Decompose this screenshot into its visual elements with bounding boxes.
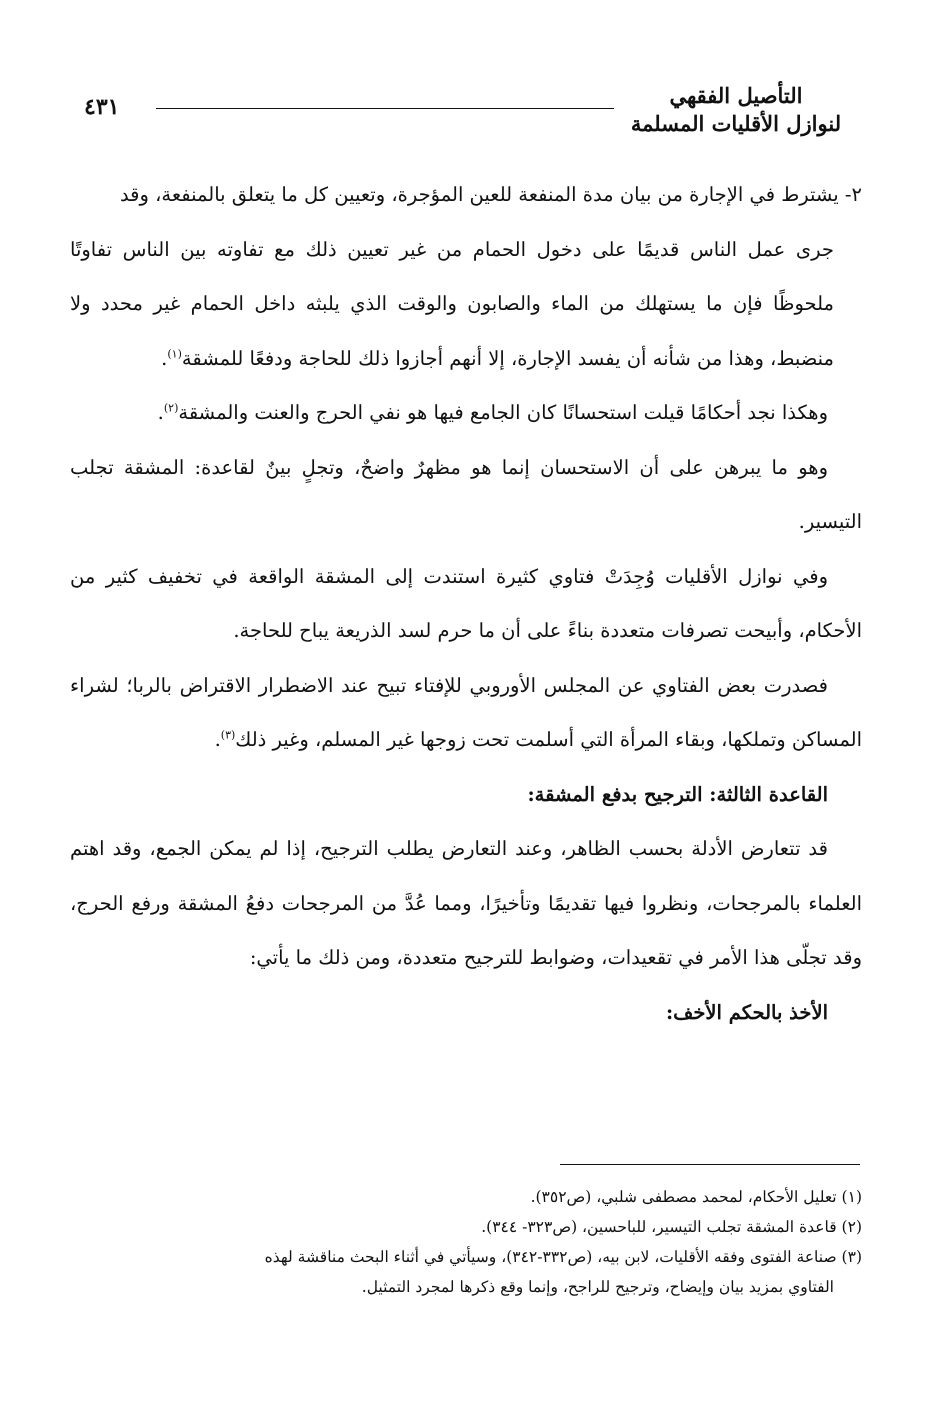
paragraph-evidence: وهو ما يبرهن على أن الاستحسان إنما هو مظهرٌ واضحٌ، وتجلٍ بينٌ لقاعدة: المشقة تجلب التيسير. xyxy=(70,455,862,533)
footnote-3: (٣) صناعة الفتوى وفقه الأقليات، لابن بيه، (ص٣٣٢-٣٤٢)، وسيأتي في أثناء البحث مناقشة لهذه xyxy=(264,1248,862,1266)
header-title-line1: التأصيل الفقهي xyxy=(669,83,803,108)
paragraph-tarjih: قد تتعارض الأدلة بحسب الظاهر، وعند التعارض يطلب الترجيح، إذا لم يمكن الجمع، وقد اهتم العلماء بالمرجحات، ونظروا فيها تقديمًا وتأخيرًا، ومما عُدَّ من المرجحات دفعُ المشقة ورفع الحرج، وقد تجلّى هذا الأمر في تقعيدات، وضوابط للترجيح متعددة، ومن ذلك ما يأتي: xyxy=(70,837,862,969)
paragraph-istihsan: وهكذا نجد أحكامًا قيلت استحسانًا كان الجامع فيها هو نفي الحرج والعنت والمشقة$^{(٢)}$. xyxy=(157,401,828,424)
footnote-3-cont: الفتاوي بمزيد بيان وإيضاح، وترجيح للراجح، وإنما وقع ذكرها لمجرد التمثيل. xyxy=(361,1278,834,1296)
main-text xyxy=(70,168,862,1040)
paragraph-text: جرى عمل الناس قديمًا على دخول الحمام من غير تعيين ذلك مع تفاوته بين الناس تفاوتًا ملحوظًا فإن ما يستهلك من الماء والصابون والوقت الذي يلبثه داخل الحمام غير محدد ولا منضبط، وهذا من شأنه أن يفسد الإجارة، إلا أنهم أجازوا ذلك للحاجة ودفعًا للمشقة xyxy=(70,237,834,370)
header-rule xyxy=(156,108,614,109)
section-heading-lighter-ruling: الأخذ بالحكم الأخف: xyxy=(665,1000,828,1024)
running-header xyxy=(606,82,866,138)
paragraph-fatwas: فصدرت بعض الفتاوي عن المجلس الأوروبي للإفتاء تبيح عند الاضطرار الاقتراض بالربا؛ لشراء المساكن وتملكها، وبقاء المرأة التي أسلمت تحت زوجها غير المسلم، وغير ذلك$^{(٣)}$. xyxy=(70,673,862,751)
footnote-ref-1: (١) xyxy=(167,347,182,360)
paragraph-text: وهكذا نجد أحكامًا قيلت استحسانًا كان الجامع فيها هو نفي الحرج والعنت والمشقة xyxy=(178,401,828,424)
header-title-line2: لنوازل الأقليات المسلمة xyxy=(630,111,842,136)
footnote-ref-3: (٣) xyxy=(220,728,236,742)
paragraph-item-2-start: ٢- يشترط في الإجارة من بيان مدة المنفعة للعين المؤجرة، وتعيين كل ما يتعلق بالمنفعة، وقد xyxy=(119,183,862,206)
footnote-rule xyxy=(560,1164,860,1165)
paragraph-text: فصدرت بعض الفتاوي عن المجلس الأوروبي للإفتاء تبيح عند الاضطرار الاقتراض بالربا؛ لشراء المساكن وتملكها، وبقاء المرأة التي أسلمت تحت زوجها غير المسلم، وغير ذلك xyxy=(70,673,862,751)
footnote-ref-2: (٢) xyxy=(163,401,179,415)
page-number: ٤٣١ xyxy=(84,94,120,120)
paragraph-item-2-cont: جرى عمل الناس قديمًا على دخول الحمام من غير تعيين ذلك مع تفاوته بين الناس تفاوتًا ملحوظًا فإن ما يستهلك من الماء والصابون والوقت الذي يلبثه داخل الحمام غير محدد ولا منضبط، وهذا من شأنه أن يفسد الإجارة، إلا أنهم أجازوا ذلك للحاجة ودفعًا للمشقة$^{(١)}$. xyxy=(70,237,834,370)
footnote-2: (٢) قاعدة المشقة تجلب التيسير، للباحسين، (ص٣٢٣- ٣٤٤). xyxy=(481,1218,862,1236)
section-heading-third-rule: القاعدة الثالثة: الترجيح بدفع المشقة: xyxy=(527,782,828,806)
paragraph-minorities: وفي نوازل الأقليات وُجِدَتْ فتاوي كثيرة استندت إلى المشقة الواقعة في تخفيف كثير من الأحكام، وأبيحت تصرفات متعددة بناءً على أن ما حرم لسد الذريعة يباح للحاجة. xyxy=(70,564,862,642)
footnote-1: (١) تعليل الأحكام، لمحمد مصطفى شلبي، (ص٣٥٢). xyxy=(530,1188,862,1206)
footnotes xyxy=(72,1182,862,1302)
